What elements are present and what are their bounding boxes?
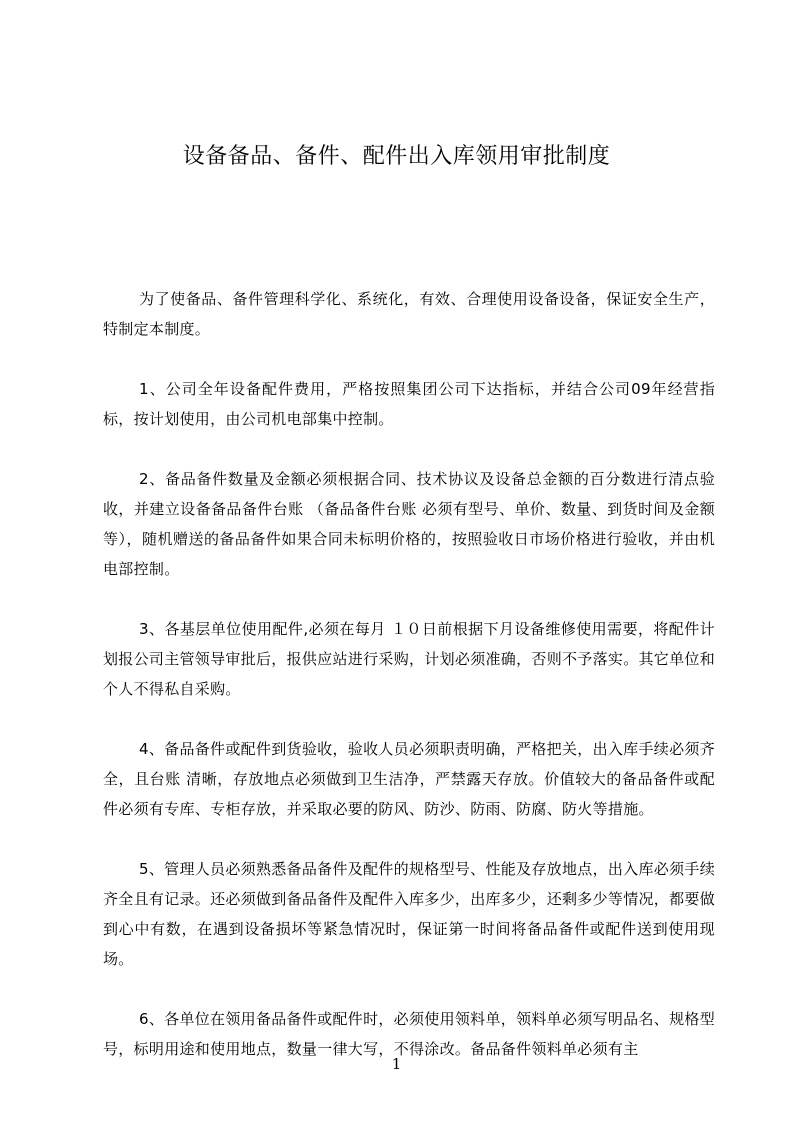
paragraph-item-1: 1、公司全年设备配件费用，严格按照集团公司下达指标，并结合公司09年经营指标，按计划使用，由公司机电部集中控制。 bbox=[103, 380, 715, 428]
paragraph-item-3: 3、各基层单位使用配件,必须在每月 １０日前根据下月设备维修使用需要，将配件计划报公司主管领导审批后，报供应站进行采购，计划必须准确，否则不予落实。其它单位和个人不得私自采购。 bbox=[103, 620, 716, 698]
paragraph-item-4: 4、备品备件或配件到货验收，验收人员必须职责明确，严格把关，出入库手续必须齐全，且台账 清晰，存放地点必须做到卫生洁净，严禁露天存放。价值较大的备品备件或配件必须有专库、专柜存放，并采取必要的防风、防沙、防雨、防腐、防火等措施。 bbox=[103, 740, 715, 818]
document-body bbox=[103, 284, 715, 1094]
paragraph-intro: 为了使备品、备件管理科学化、系统化，有效、合理使用设备设备，保证安全生产，特制定本制度。 bbox=[103, 290, 715, 338]
document-title: 设备备品、备件、配件出入库领用审批制度 bbox=[182, 144, 611, 169]
page-number: 1 bbox=[391, 1055, 402, 1073]
paragraph-item-5: 5、管理人员必须熟悉备品备件及配件的规格型号、性能及存放地点，出入库必须手续齐全且有记录。还必须做到备品备件及配件入库多少，出库多少，还剩多少等情况，都要做到心中有数，在遇到设备损坏等紧急情况时，保证第一时间将备品备件或配件送到使用现场。 bbox=[103, 860, 716, 968]
paragraph-item-6: 6、各单位在领用备品备件或配件时，必须使用领料单，领料单必须写明品名、规格型号，标明用途和使用地点，数量一律大写，不得涂改。备品备件领料单必须有主 bbox=[103, 1010, 715, 1058]
paragraph-item-2: 2、备品备件数量及金额必须根据合同、技术协议及设备总金额的百分数进行清点验收，并建立设备备品备件台账 （备品备件台账 必须有型号、单价、数量、到货时间及金额等），随机赠送的备品备件如果合同未标明价格的，按照验收日市场价格进行验收，并由机电部控制。 bbox=[103, 470, 715, 578]
